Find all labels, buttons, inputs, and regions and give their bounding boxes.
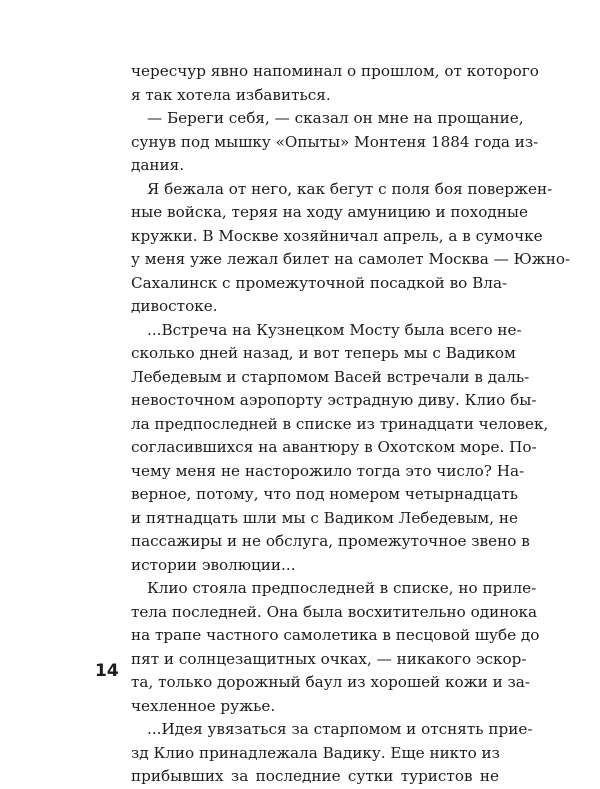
text-line: та, только дорожный баул из хорошей кожи и за-: [131, 673, 530, 692]
text-line: Сахалинск с промежуточной посадкой во Вла-: [131, 273, 508, 292]
text-line: прибывших за последние сутки туристов не: [131, 767, 499, 786]
text-line: верное, потому, что под номером четырнадцать: [131, 485, 519, 504]
text-line: согласившихся на авантюру в Охотском море. По-: [131, 438, 537, 457]
text-line: чересчур явно напоминал о прошлом, от которого: [131, 62, 539, 80]
text-line: ные войска, теряя на ходу амуницию и походные: [131, 203, 528, 222]
text-line: у меня уже лежал билет на самолет Москва — Южно-: [131, 250, 571, 269]
text-line: истории эволюции...: [131, 555, 296, 574]
text-line: я так хотела избавиться.: [131, 85, 331, 104]
text-line: чему меня не насторожило тогда это число? На-: [131, 461, 525, 480]
text-line: — Береги себя, — сказал он мне на прощание,: [147, 109, 524, 128]
text-line: дивостоке.: [131, 297, 218, 316]
text-line: невосточном аэропорту эстрадную диву. Клио бы-: [131, 391, 537, 410]
text-line: сколько дней назад, и вот теперь мы с Вадиком: [131, 344, 516, 363]
text-line: кружки. В Москве хозяйничал апрель, а в сумочке: [131, 226, 543, 245]
text-line: на трапе частного самолетика в песцовой шубе до: [131, 626, 540, 645]
text-line: тела последней. Она была восхитительно одинока: [131, 602, 538, 621]
text-line: дания.: [131, 156, 185, 175]
text-line: ла предпоследней в списке из тринадцати человек,: [131, 414, 549, 433]
text-line: пассажиры и не обслуга, промежуточное звено в: [131, 532, 530, 551]
text-line: пят и солнцезащитных очках, — никакого эскор-: [131, 649, 527, 668]
text-line: Лебедевым и старпомом Васей встречали в даль-: [131, 367, 530, 386]
text-line: ...Идея увязаться за старпомом и отснять прие-: [147, 720, 533, 739]
page-number: 14: [95, 661, 119, 681]
text-line: и пятнадцать шли мы с Вадиком Лебедевым, не: [131, 508, 518, 527]
text-line: зд Клио принадлежала Вадику. Еще никто из: [131, 743, 500, 762]
text-line: сунув под мышку «Опыты» Монтеня 1884 года из-: [131, 132, 539, 151]
text-line: Клио стояла предпоследней в списке, но приле-: [147, 579, 537, 598]
text-line: ...Встреча на Кузнецком Мосту была всего не-: [147, 320, 522, 339]
body-text: [131, 60, 571, 789]
text-line: чехленное ружье.: [131, 696, 276, 715]
text-line: Я бежала от него, как бегут с поля боя повержен-: [147, 179, 553, 198]
